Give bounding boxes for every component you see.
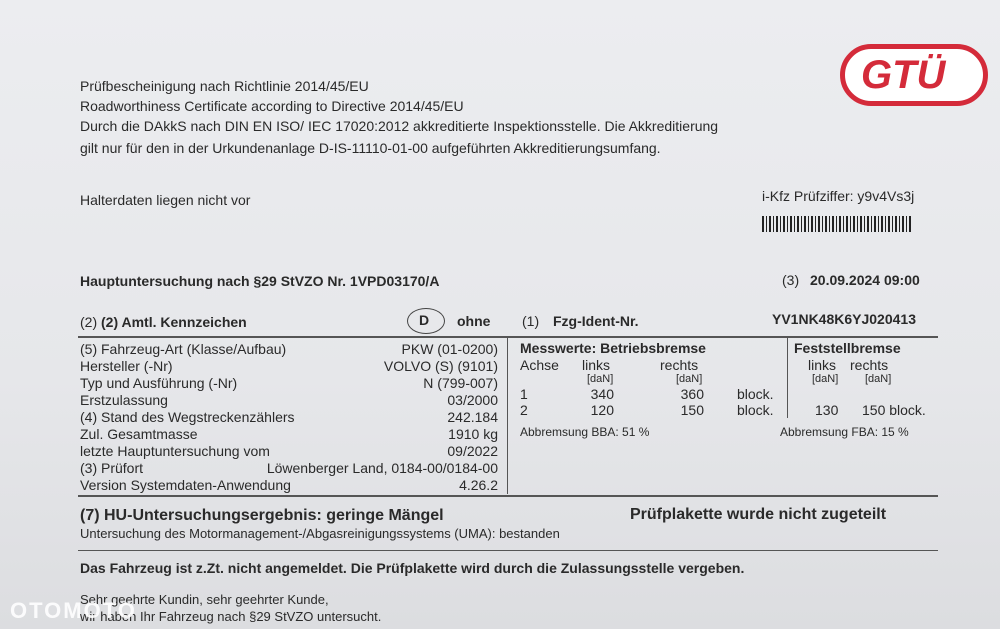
brake-title: Messwerte: Betriebsbremse: [520, 340, 706, 356]
park-brake-title: Feststellbremse: [794, 340, 901, 356]
result-title: (7) HU-Untersuchungsergebnis: geringe Mängel: [80, 507, 444, 524]
vehicle-field-value: 03/2000: [447, 392, 498, 408]
vehicle-field-label: Hersteller (-Nr): [80, 358, 173, 374]
holder-info: Halterdaten liegen nicht vor: [80, 192, 251, 208]
axle-2: 2: [520, 402, 528, 418]
uma-result: Untersuchung des Motormanagement-/Abgasreinigungssystems (UMA): bestanden: [80, 526, 560, 541]
vehicle-field-label: Version Systemdaten-Anwendung: [80, 477, 291, 493]
unit: [daN]: [812, 373, 839, 385]
vehicle-field-label: (4) Stand des Wegstreckenzählers: [80, 409, 295, 425]
fba: Abbremsung FBA: 15 %: [780, 425, 909, 439]
pruefziffer: i-Kfz Prüfziffer: y9v4Vs3j: [762, 188, 915, 204]
divider: [787, 336, 788, 418]
axle-2-right: 150: [680, 402, 704, 418]
greeting-2: wir haben Ihr Fahrzeug nach §29 StVZO untersucht.: [80, 609, 382, 624]
axle-2-left: 120: [590, 402, 614, 418]
divider: [507, 336, 508, 494]
header-line-1: Prüfbescheinigung nach Richtlinie 2014/45/EU: [80, 78, 369, 94]
rechts-header: rechts: [660, 357, 699, 373]
axle-1: 1: [520, 386, 528, 402]
fin-num: (1): [522, 313, 540, 329]
park-left: 130: [815, 402, 839, 418]
divider: [78, 495, 938, 497]
vehicle-field-value: 242.184: [447, 409, 498, 425]
plakette-status: Prüfplakette wurde nicht zugeteilt: [630, 506, 887, 523]
barcode: [762, 216, 912, 232]
unit: [daN]: [587, 373, 614, 385]
axle-2-status: block.: [737, 402, 774, 418]
vehicle-field-label: (3) Prüfort: [80, 460, 144, 476]
fin-value: YV1NK48K6YJ020413: [772, 311, 916, 327]
vehicle-field-value: VOLVO (S) (9101): [383, 358, 498, 374]
vehicle-field-value: 09/2022: [447, 443, 498, 459]
kennzeichen-value: ohne: [457, 313, 491, 329]
vehicle-field-value: 4.26.2: [459, 477, 498, 493]
kennzeichen-label: (2) Amtl. Kennzeichen: [101, 314, 247, 330]
otomoto-watermark: OTOMOTO: [10, 598, 137, 623]
vehicle-field-label: Erstzulassung: [80, 392, 168, 408]
gtu-logo: GTÜ: [840, 44, 988, 106]
notice: Das Fahrzeug ist z.Zt. nicht angemeldet. Die Prüfplakette wird durch die Zulassungsstelle vergeben.: [80, 560, 745, 576]
header-line-2: Roadworthiness Certificate according to Directive 2014/45/EU: [80, 98, 464, 114]
achse-header: Achse: [520, 357, 559, 373]
park-links-header: links: [808, 357, 837, 373]
divider: [78, 336, 938, 338]
axle-1-status: block.: [737, 386, 774, 402]
vehicle-field-value: N (799-007): [423, 375, 498, 391]
bba: Abbremsung BBA: 51 %: [520, 425, 650, 439]
vehicle-field-label: Zul. Gesamtmasse: [80, 426, 198, 442]
vehicle-field-label: letzte Hauptuntersuchung vom: [80, 443, 270, 459]
vehicle-field-value: PKW (01-0200): [401, 341, 498, 357]
divider: [78, 550, 938, 551]
vehicle-field-label: (5) Fahrzeug-Art (Klasse/Aufbau): [80, 341, 287, 357]
inspection-date: 20.09.2024 09:00: [810, 272, 920, 288]
park-right: 150 block.: [862, 402, 926, 418]
header-line-4: gilt nur für den in der Urkundenanlage D-IS-11110-01-00 aufgeführten Akkreditierungsumfang.: [80, 140, 661, 156]
vehicle-field-value: 1910 kg: [448, 426, 498, 442]
fin-label: Fzg-Ident-Nr.: [553, 313, 639, 329]
unit: [daN]: [676, 373, 703, 385]
country-code: D: [419, 312, 430, 328]
date-num: (3): [782, 272, 800, 288]
kennzeichen-num: (2): [80, 314, 98, 330]
header-line-3: Durch die DAkkS nach DIN EN ISO/ IEC 17020:2012 akkreditierte Inspektionsstelle. Die Akkreditierung: [80, 118, 719, 134]
unit: [daN]: [865, 373, 892, 385]
axle-1-left: 340: [590, 386, 614, 402]
vehicle-field-label: Typ und Ausführung (-Nr): [80, 375, 238, 391]
axle-1-right: 360: [680, 386, 704, 402]
greeting-1: Sehr geehrte Kundin, sehr geehrter Kunde,: [80, 592, 329, 607]
links-header: links: [582, 357, 611, 373]
park-rechts-header: rechts: [850, 357, 889, 373]
hu-title: Hauptuntersuchung nach §29 StVZO Nr. 1VPD03170/A: [80, 273, 440, 289]
vehicle-field-value: Löwenberger Land, 0184-00/0184-00: [266, 460, 498, 476]
